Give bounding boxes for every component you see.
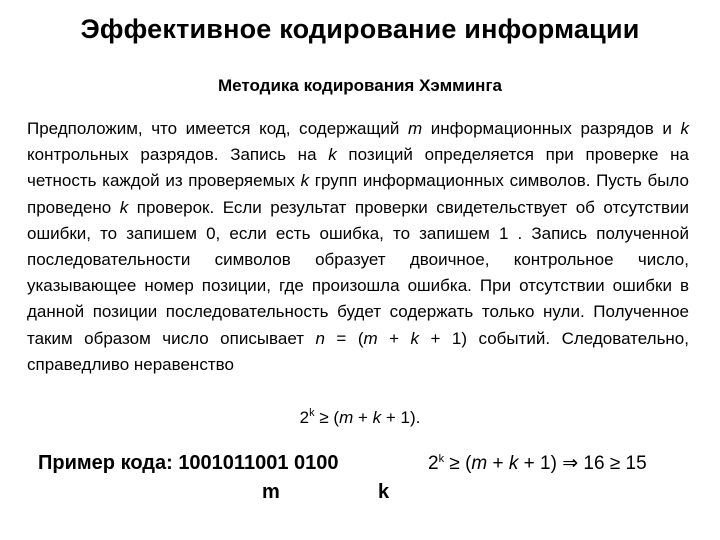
example-inequality: [428, 452, 647, 475]
var-m: m: [339, 408, 354, 427]
var-k: k: [372, 408, 382, 427]
formula-part: +: [353, 408, 373, 427]
var-m: m: [363, 328, 378, 348]
formula-part: + 1) ⇒ 16 ≥ 15: [518, 453, 647, 474]
body-text-part: информационных разрядов и: [422, 119, 681, 138]
var-k: k: [300, 171, 310, 191]
body-paragraph: [27, 116, 689, 378]
body-text-part: групп информационных символов. Пусть было проведено: [27, 171, 689, 217]
formula-part: +: [487, 453, 509, 474]
body-text-part: +: [377, 328, 411, 348]
formula-part: + 1).: [381, 408, 421, 427]
var-k: k: [119, 197, 129, 217]
formula-exponent: k: [438, 453, 445, 465]
body-text-part: = (: [324, 328, 364, 348]
body-text-part: Предположим, что имеется код, содержащий: [27, 119, 409, 138]
var-k: k: [328, 145, 337, 165]
var-m: m: [471, 453, 488, 474]
var-m: m: [408, 119, 423, 138]
var-k: k: [680, 119, 689, 138]
slide-subtitle: Методика кодирования Хэмминга: [218, 76, 502, 95]
formula-exponent: k: [309, 407, 315, 419]
formula-part: ≥ (: [314, 408, 340, 427]
example-code: Пример кода: 1001011001 0100: [38, 452, 339, 474]
formula-part: ≥ (: [444, 453, 472, 474]
var-k: k: [410, 328, 420, 348]
body-text-part: проверок. Если результат проверки свидетельствует об отсутствии ошибки, то запишем 0, если есть ошибка, то запишем 1 . Запись полученной последовательности символов образует двоичное, контрольное число, указывающее номер позиции, где произошла ошибка. При отсутствии ошибки в данной позиции последовательность будет содержать только нули. Полученное таким образом число описывает: [27, 197, 689, 348]
body-text-part: позиций определяется при проверке на четность каждой из проверяемых: [27, 145, 690, 191]
info-bits-label: m: [262, 481, 280, 503]
body-text-part: + 1) событий. Следовательно, справедливо неравенство: [27, 328, 689, 374]
body-text-part: контрольных разрядов. Запись на: [27, 145, 329, 165]
slide-title: Эффективное кодирование информации: [80, 14, 640, 44]
check-bits-label: k: [378, 481, 390, 503]
formula-base: 2: [299, 408, 310, 427]
var-n: n: [315, 328, 325, 348]
inequality-formula: [0, 407, 720, 428]
formula-base: 2: [428, 453, 439, 474]
var-k: k: [508, 453, 519, 474]
